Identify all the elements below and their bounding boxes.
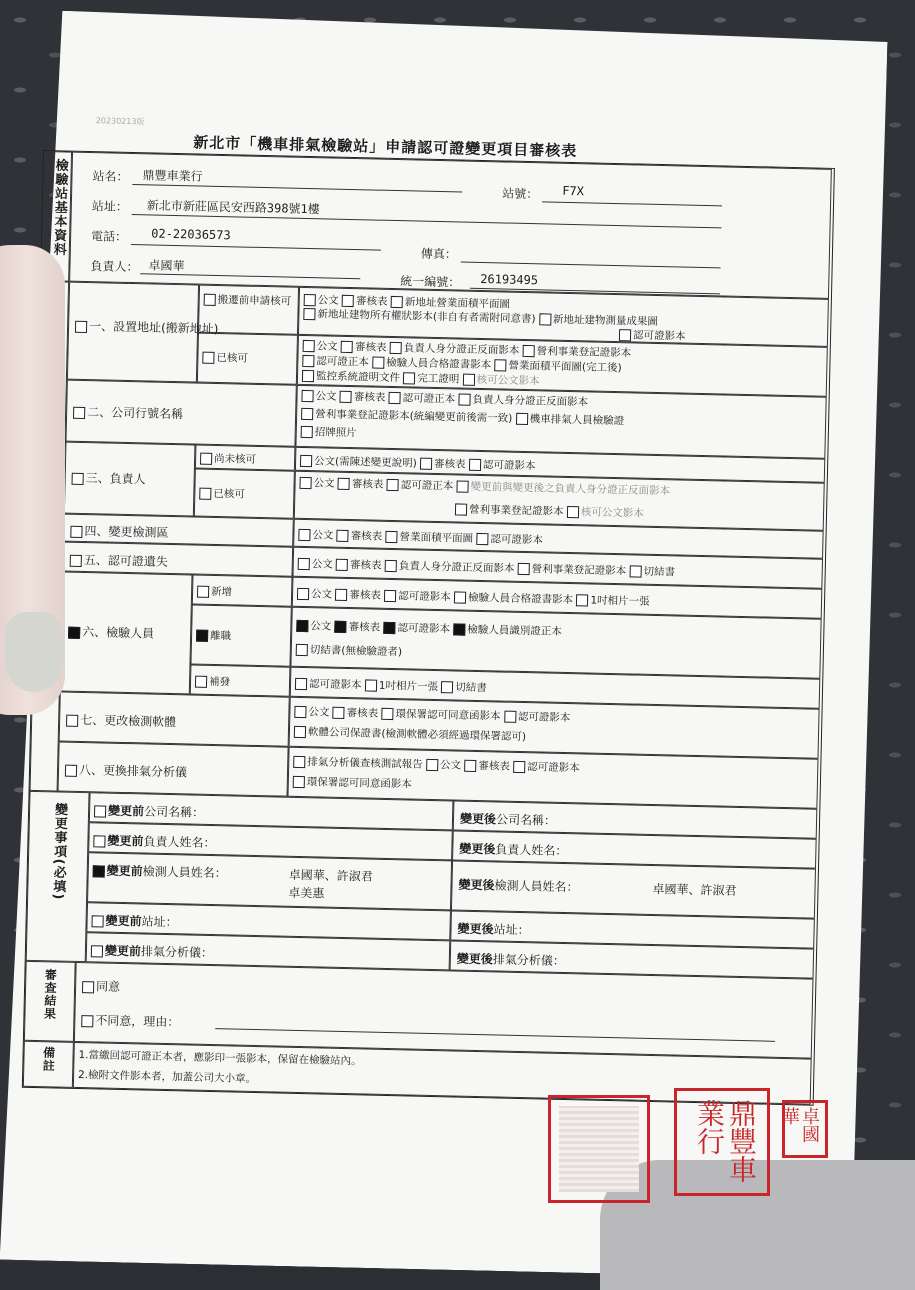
item-6-label-cell: [60, 572, 193, 695]
doc-checkbox[interactable]: [335, 621, 347, 633]
doc-label: 負責人身分證正反面影本: [472, 393, 589, 409]
change-row-5-checkbox[interactable]: [91, 945, 103, 957]
item-5-label-text: 五、認可證遺失: [83, 553, 168, 569]
doc-label: 切結書: [643, 565, 676, 579]
owner-seal-stamp: 卓國華: [782, 1100, 828, 1158]
change-row-2-checkbox[interactable]: [93, 835, 105, 847]
doc-checkbox[interactable]: [300, 455, 312, 467]
item-3-sub-1-text: 尚未核可: [213, 452, 257, 466]
doc-label: 認可證影本: [490, 533, 544, 547]
doc-checkbox[interactable]: [476, 533, 488, 545]
review-section-label-cell: [24, 961, 76, 1042]
station-name-label: 站名：: [92, 169, 129, 184]
doc-label: 環保署認可同意函影本: [306, 776, 412, 791]
doc-checkbox[interactable]: [342, 295, 354, 307]
doc-label: 認可證正本: [400, 479, 454, 493]
doc-label: 認可證正本: [402, 392, 456, 406]
item-1-sub-2-cell: [197, 333, 298, 385]
change-row-1-checkbox[interactable]: [94, 805, 106, 817]
doc-label: 認可證影本: [632, 329, 686, 343]
doc-checkbox[interactable]: [303, 340, 315, 352]
change-row-3-checkbox[interactable]: [93, 865, 105, 877]
doc-label: 審核表: [433, 457, 466, 471]
item-6-sub-2-cell: [190, 604, 291, 666]
doc-label: 招牌照片: [314, 426, 357, 440]
after-prefix: 變更後: [459, 811, 497, 827]
doc-checkbox[interactable]: [335, 589, 347, 601]
doc-label: 檢驗人員合格證書影本: [467, 591, 574, 607]
doc-checkbox[interactable]: [295, 678, 307, 690]
doc-label: 營業面積平面圖(完工後): [508, 359, 622, 375]
doc-checkbox[interactable]: [567, 506, 579, 518]
station-no-label: 站號：: [502, 186, 539, 202]
change-row-3-before: [87, 852, 452, 910]
change-row-1-before-label: [94, 801, 204, 820]
change-field: 排氣分析儀：: [492, 952, 566, 969]
changes-section-label: 變更事項(必填): [50, 802, 68, 901]
doc-checkbox[interactable]: [333, 707, 345, 719]
doc-checkbox[interactable]: [301, 390, 313, 402]
item-2-label-cell: [65, 380, 296, 447]
doc-checkbox[interactable]: [338, 478, 350, 490]
doc-checkbox[interactable]: [340, 391, 352, 403]
item-3-sub-1: [200, 451, 256, 467]
item-1-label-text: 一、設置地址(搬新地址): [88, 319, 219, 337]
item-7-label-cell: [59, 692, 290, 747]
doc-checkbox[interactable]: [384, 590, 396, 602]
item-3-label: [71, 469, 145, 488]
fax-line: [461, 261, 721, 268]
item-6-sub-3-text: 補發: [208, 675, 231, 689]
after-prefix: 變更後: [456, 951, 494, 967]
change-field: 排氣分析儀：: [140, 944, 214, 961]
doc-label: 審核表: [478, 760, 511, 773]
item-1-sub-1-checkbox[interactable]: [204, 294, 216, 306]
doc-label: 公文: [313, 477, 335, 490]
doc-checkbox[interactable]: [385, 531, 397, 543]
doc-checkbox[interactable]: [304, 294, 316, 306]
item-6-sub-1: [197, 584, 232, 600]
item-8-label-cell: [58, 741, 289, 796]
doc-label: 公文: [315, 390, 337, 403]
change-row-2-before-label: [93, 831, 215, 851]
owner-label: 負責人：: [90, 259, 139, 275]
station-name-value: 鼎豐車業行: [142, 168, 203, 184]
item-1-sub-2: [202, 350, 248, 366]
change-row-4-checkbox[interactable]: [91, 915, 103, 927]
item-2-label-text: 二、公司行號名稱: [86, 405, 184, 422]
item-2-docs-line3: [301, 424, 357, 440]
doc-checkbox[interactable]: [453, 623, 465, 635]
doc-checkbox[interactable]: [383, 622, 395, 634]
change-field: 公司名稱：: [143, 804, 205, 820]
item-5-label: [70, 551, 168, 570]
doc-label: 變更前與變更後之負責人身分證正反面影本: [470, 480, 671, 498]
doc-checkbox[interactable]: [303, 308, 315, 320]
change-field: 站址：: [141, 914, 178, 930]
doc-checkbox[interactable]: [391, 296, 403, 308]
change-field: 公司名稱：: [495, 812, 557, 828]
doc-label: 切結書: [455, 681, 488, 695]
doc-checkbox[interactable]: [387, 479, 399, 491]
item-6-sub-2-text: 離職: [209, 629, 232, 643]
item-6-sub-2-checkbox[interactable]: [196, 630, 208, 642]
doc-label: 認可證影本: [398, 590, 451, 604]
doc-checkbox[interactable]: [456, 480, 468, 492]
item-1-sub-1: [204, 292, 292, 309]
change-row-3-before-value: 卓國華、許淑君 卓美惠: [288, 867, 373, 901]
item-2-checkbox[interactable]: [73, 406, 85, 418]
doc-label: 軟體公司保證書(檢測軟體必須經過環保署認可): [307, 726, 527, 744]
item-4-checkbox[interactable]: [70, 525, 82, 537]
item-1-label-cell: [67, 282, 219, 383]
doc-checkbox[interactable]: [420, 458, 432, 470]
doc-checkbox[interactable]: [294, 706, 306, 718]
item-3-label-text: 三、負責人: [85, 471, 146, 487]
note-line-1: 1.當繳回認可證正本者，應影印一張影本，保留在檢驗站內。: [78, 1049, 362, 1068]
item-5-checkbox[interactable]: [70, 554, 82, 566]
doc-checkbox[interactable]: [296, 644, 308, 656]
doc-label: 核可公文影本: [580, 506, 644, 520]
doc-label: 公文: [439, 759, 462, 772]
item-6-sub-1-docs-line1: [297, 586, 650, 609]
redacted-seal-blur: [559, 1106, 639, 1192]
doc-label: 負責人身分證正反面影本: [403, 342, 520, 357]
item-1-sub-1-docs-line3: [619, 327, 686, 344]
form-table: [22, 150, 835, 1106]
doc-checkbox[interactable]: [464, 760, 476, 772]
phone-line: [131, 244, 381, 251]
change-field: 負責人姓名：: [495, 842, 568, 859]
doc-checkbox[interactable]: [381, 708, 393, 720]
change-field: 檢測人員姓名：: [494, 878, 579, 895]
thumbnail: [5, 612, 63, 692]
changes-section-label-cell: [26, 791, 90, 962]
doc-label: 認可證影本: [482, 459, 536, 473]
doc-label: 新地址營業面積平面圖: [404, 296, 511, 311]
review-section-label: 審查結果: [42, 968, 58, 1021]
change-field: 負責人姓名：: [143, 834, 216, 851]
doc-label: 負責人身分證正反面影本: [398, 560, 515, 575]
doc-label: 審核表: [349, 589, 382, 602]
doc-label: 認可證影本: [308, 678, 362, 692]
doc-label: 審核表: [354, 341, 387, 354]
form-title: 新北市「機車排氣檢驗站」申請認可證變更項目審核表: [193, 133, 578, 161]
before-prefix: 變更前: [107, 803, 145, 819]
doc-label: 公文: [308, 706, 330, 719]
item-7-label: [66, 711, 176, 730]
doc-label: 檢驗人員識別證正本: [467, 623, 562, 638]
item-4-label-text: 四、變更檢測區: [84, 524, 169, 540]
doc-label: 審核表: [355, 295, 388, 308]
doc-checkbox[interactable]: [619, 329, 631, 341]
doc-checkbox[interactable]: [389, 392, 401, 404]
doc-checkbox[interactable]: [441, 681, 453, 693]
change-row-3-after-value: 卓國華、許淑君: [652, 882, 737, 898]
item-6-sub-1-checkbox[interactable]: [197, 586, 209, 598]
address-label: 站址：: [91, 199, 128, 214]
change-row-1-after-label: [460, 810, 556, 829]
doc-label: 公文: [310, 588, 333, 601]
doc-label: 新地址建物所有權狀影本(非自有者需附同意書): [317, 308, 536, 326]
item-6-label-text: 六、檢驗人員: [82, 625, 155, 641]
item-1-checkbox[interactable]: [75, 320, 87, 332]
doc-label: 公文: [317, 294, 339, 307]
doc-checkbox[interactable]: [504, 711, 516, 723]
doc-label: 環保署認可同意函影本: [395, 708, 501, 723]
before-prefix: 變更前: [107, 833, 144, 849]
doc-checkbox[interactable]: [298, 558, 310, 570]
station-no-value: F7X: [562, 183, 585, 199]
item-8-label-text: 八、更換排氣分析儀: [78, 762, 188, 780]
company-seal-stamp: 鼎豐車業行: [674, 1088, 770, 1196]
doc-checkbox[interactable]: [296, 620, 308, 632]
tax-id-value: 26193495: [480, 271, 539, 288]
doc-label: 新地址建物測量成果圖: [552, 313, 659, 328]
doc-checkbox[interactable]: [576, 594, 588, 606]
item-3-sub-2: [199, 486, 245, 502]
item-1-sub-1-docs-line2: [303, 306, 658, 329]
item-8-label: [65, 761, 187, 781]
application-form-document: [21, 110, 843, 1128]
address-value: 新北市新莊區民安西路398號1樓: [146, 198, 320, 217]
doc-checkbox[interactable]: [337, 530, 349, 542]
change-row-3-after-label: [458, 876, 578, 896]
before-prefix: 變更前: [105, 913, 142, 929]
basic-info-area: [69, 152, 832, 299]
item-6-sub-2-docs-line2: [296, 642, 403, 659]
doc-checkbox[interactable]: [516, 413, 528, 425]
item-3-sub-2-docs-line1: [299, 475, 670, 498]
before-prefix: 變更前: [104, 943, 142, 959]
item-3-sub-2-text: 已核可: [213, 487, 245, 501]
basic-info-section-label: 檢驗站基本資料: [50, 158, 68, 257]
doc-label: 營利事業登記證影本: [531, 563, 627, 578]
doc-label: 1吋相片一張: [590, 594, 650, 608]
note-line-2: 2.檢附文件影本者，加蓋公司大小章。: [77, 1069, 257, 1086]
notes-section-label-cell: [23, 1041, 74, 1088]
item-6-sub-3-cell: [190, 664, 291, 696]
doc-label: 審核表: [351, 478, 384, 491]
change-field: 站址：: [493, 922, 530, 938]
doc-label: 公文(需陳述變更說明): [313, 455, 417, 470]
doc-checkbox[interactable]: [469, 459, 481, 471]
doc-checkbox[interactable]: [297, 588, 309, 600]
doc-label: 公文: [316, 340, 338, 353]
doc-label: 檢驗人員合格證書影本: [386, 356, 492, 372]
item-6-sub-2: [196, 628, 231, 644]
doc-label: 審核表: [353, 391, 386, 404]
item-7-docs-line1: [294, 704, 570, 725]
doc-checkbox[interactable]: [372, 357, 384, 369]
station-no-line: [542, 201, 722, 206]
item-6-sub-3-docs-line1: [295, 676, 487, 695]
doc-label: 營業面積平面圖: [399, 531, 474, 545]
doc-checkbox[interactable]: [301, 426, 313, 438]
doc-checkbox[interactable]: [302, 370, 314, 382]
doc-label: 公文: [312, 529, 334, 542]
doc-label: 審核表: [349, 559, 382, 572]
item-6-sub-1-cell: [192, 574, 293, 606]
change-row-3-before-label: [93, 861, 227, 881]
doc-label: 認可證正本: [316, 355, 369, 369]
before-prefix: 變更前: [106, 863, 143, 879]
review-agree: [82, 977, 120, 995]
doc-checkbox[interactable]: [294, 726, 306, 738]
doc-checkbox[interactable]: [301, 408, 313, 420]
item-7-label-text: 七、更改檢測軟體: [80, 712, 177, 730]
agree-label: 同意: [95, 979, 121, 994]
doc-label: 審核表: [348, 621, 381, 634]
doc-checkbox[interactable]: [629, 565, 641, 577]
item-4-label: [70, 522, 168, 541]
item-2-label: [73, 403, 183, 422]
doc-checkbox[interactable]: [458, 393, 470, 405]
item-1-sub-2-text: 已核可: [216, 351, 249, 365]
item-6-sub-2-docs-line1: [296, 618, 562, 639]
doc-label: 核可公文影本: [476, 373, 540, 388]
item-8-checkbox[interactable]: [65, 764, 77, 776]
disagree-checkbox[interactable]: [81, 1015, 93, 1027]
item-3-sub-2-cell: [194, 469, 295, 519]
item-8-docs-line2: [293, 774, 412, 792]
change-row-4-after-label: [457, 920, 529, 939]
item-3-sub-1-checkbox[interactable]: [200, 453, 212, 465]
tax-id-label: 統一編號：: [400, 274, 461, 290]
phone-value: 02-22036573: [151, 226, 231, 243]
doc-label: 審核表: [346, 707, 379, 720]
doc-checkbox[interactable]: [494, 359, 506, 371]
doc-checkbox[interactable]: [463, 374, 475, 386]
doc-checkbox[interactable]: [302, 355, 314, 367]
doc-label: 營利事業登記證影本: [468, 503, 564, 518]
agree-checkbox[interactable]: [82, 981, 94, 993]
doc-checkbox[interactable]: [336, 559, 348, 571]
item-3-sub-1-docs-line1: [300, 453, 536, 473]
change-row-5-before-label: [91, 941, 213, 961]
item-3-sub-1-cell: [195, 445, 296, 471]
item-6-sub-3-checkbox[interactable]: [195, 676, 207, 688]
notes-section-label: 備註: [41, 1046, 56, 1073]
doc-checkbox[interactable]: [299, 477, 311, 489]
doc-checkbox[interactable]: [385, 560, 397, 572]
item-1-sub-1-text: 搬遷前申請核可: [217, 293, 292, 308]
item-7-docs-line2: [294, 724, 526, 744]
change-row-2-after-label: [459, 840, 567, 859]
doc-checkbox[interactable]: [455, 503, 467, 515]
change-row-3-after: [451, 860, 816, 918]
doc-label: 排氣分析儀查核測試報告: [307, 756, 423, 771]
doc-checkbox[interactable]: [539, 313, 551, 325]
fax-label: 傳真：: [420, 246, 458, 262]
doc-label: 公文: [311, 558, 333, 571]
item-6-checkbox[interactable]: [68, 626, 80, 638]
doc-label: 認可證影本: [517, 710, 571, 725]
item-1-sub-1-cell: [198, 285, 299, 335]
doc-label: 公文: [310, 620, 332, 633]
item-3-sub-2-checkbox[interactable]: [199, 488, 211, 500]
item-6-sub-3: [195, 674, 230, 690]
owner-value: 卓國華: [148, 258, 185, 274]
owner-line: [140, 273, 360, 279]
change-row-5-after-label: [457, 950, 565, 969]
item-1-sub-2-checkbox[interactable]: [202, 352, 214, 364]
doc-checkbox[interactable]: [403, 372, 415, 384]
after-prefix: 變更後: [457, 921, 494, 937]
item-6-sub-1-text: 新增: [210, 585, 233, 599]
doc-label: 營利事業登記證影本: [536, 345, 632, 360]
redacted-seal-stamp: [548, 1095, 650, 1203]
doc-checkbox[interactable]: [523, 345, 535, 357]
review-disagree: [81, 1011, 179, 1030]
doc-checkbox[interactable]: [426, 759, 438, 771]
doc-checkbox[interactable]: [518, 563, 530, 575]
item-5-docs-line1: [298, 556, 676, 580]
doc-version-code: 20230213版: [95, 116, 145, 127]
doc-checkbox[interactable]: [293, 776, 305, 788]
doc-label: 機車排氣人員檢驗證: [529, 413, 625, 428]
address-line: [132, 214, 722, 228]
item-4-docs-line1: [298, 527, 543, 548]
doc-checkbox[interactable]: [454, 591, 466, 603]
disagree-label: 不同意，理由：: [95, 1013, 180, 1030]
after-prefix: 變更後: [459, 841, 496, 857]
doc-checkbox[interactable]: [365, 679, 377, 691]
item-7-checkbox[interactable]: [66, 714, 78, 726]
doc-checkbox[interactable]: [293, 756, 305, 768]
doc-checkbox[interactable]: [341, 341, 353, 353]
doc-label: 完工證明: [417, 372, 460, 386]
doc-checkbox[interactable]: [390, 342, 402, 354]
doc-label: 1吋相片一張: [378, 679, 439, 694]
station-name-line: [132, 184, 462, 192]
change-row-4-before-label: [91, 911, 177, 930]
doc-label: 切結書(無檢驗證者): [309, 644, 403, 659]
change-field: 檢測人員姓名：: [142, 864, 227, 881]
item-3-checkbox[interactable]: [72, 472, 84, 484]
reason-line: [215, 1028, 775, 1042]
item-3-label-cell: [64, 442, 196, 517]
doc-label: 營利事業登記證影本(統編變更前後需一致): [315, 408, 513, 425]
item-3-sub-2-docs-line2: [455, 501, 644, 520]
after-prefix: 變更後: [458, 877, 495, 893]
doc-checkbox[interactable]: [298, 529, 310, 541]
doc-label: 認可證影本: [527, 761, 580, 775]
doc-checkbox[interactable]: [513, 761, 525, 773]
doc-label: 審核表: [350, 530, 383, 543]
doc-label: 監控系統證明文件: [315, 370, 401, 385]
phone-label: 電話：: [90, 229, 128, 244]
item-8-docs-line1: [293, 754, 580, 775]
item-6-label: [68, 623, 154, 642]
doc-label: 認可證影本: [397, 622, 451, 636]
